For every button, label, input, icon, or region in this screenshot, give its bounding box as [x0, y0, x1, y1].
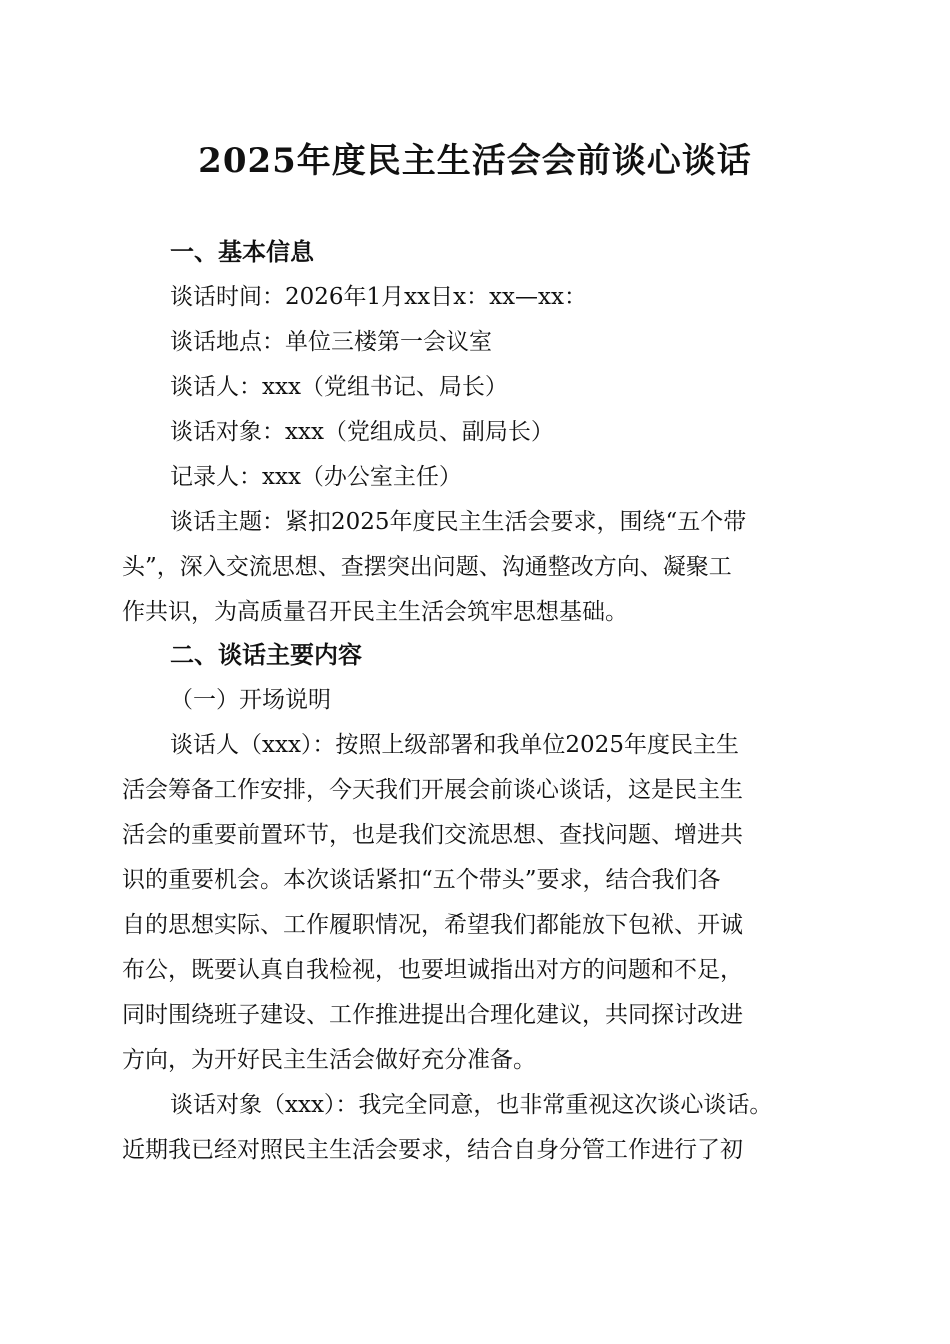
paragraph-line: 活会筹备工作安排，今天我们开展会前谈心谈话，这是民主生 [122, 777, 743, 803]
paragraph-line: 同时围绕班子建设、工作推进提出合理化建议，共同探讨改进 [122, 1002, 743, 1028]
talk-topic-line: 谈话主题：紧扣2025年度民主生活会要求，围绕“五个带 [170, 509, 747, 535]
section2-heading: 二、谈话主要内容 [170, 641, 362, 669]
paragraph-line: 近期我已经对照民主生活会要求，结合自身分管工作进行了初 [122, 1137, 743, 1163]
section-basic-info [122, 230, 832, 635]
talk-place: 谈话地点：单位三楼第一会议室 [170, 329, 492, 355]
section-main-content [122, 633, 832, 1173]
paragraph-line: 谈话人（xxx）：按照上级部署和我单位2025年度民主生 [170, 732, 739, 758]
paragraph-line: 布公，既要认真自我检视，也要坦诚指出对方的问题和不足， [122, 957, 743, 983]
paragraph-line: 自的思想实际、工作履职情况，希望我们都能放下包袱、开诚 [122, 912, 743, 938]
section1-heading: 一、基本信息 [170, 238, 314, 266]
talk-topic-line: 作共识，为高质量召开民主生活会筑牢思想基础。 [122, 599, 628, 625]
paragraph-line: 活会的重要前置环节，也是我们交流思想、查找问题、增进共 [122, 822, 743, 848]
talk-time: 谈话时间：2026年1月xx日x：xx—xx： [170, 284, 587, 310]
paragraph-line: 谈话对象（xxx）：我完全同意，也非常重视这次谈心谈话。 [170, 1092, 773, 1118]
document-title: 2025年度民主生活会会前谈心谈话 [198, 141, 752, 181]
talk-recorder: 记录人：xxx（办公室主任） [170, 464, 462, 490]
talk-speaker: 谈话人：xxx（党组书记、局长） [170, 374, 508, 400]
subsection1-heading: （一）开场说明 [170, 687, 331, 713]
paragraph-line: 方向，为开好民主生活会做好充分准备。 [122, 1047, 536, 1073]
talk-topic-line: 头”，深入交流思想、查摆突出问题、沟通整改方向、凝聚工 [122, 554, 732, 580]
paragraph-line: 识的重要机会。本次谈话紧扣“五个带头”要求，结合我们各 [122, 867, 721, 893]
talk-target: 谈话对象：xxx（党组成员、副局长） [170, 419, 554, 445]
